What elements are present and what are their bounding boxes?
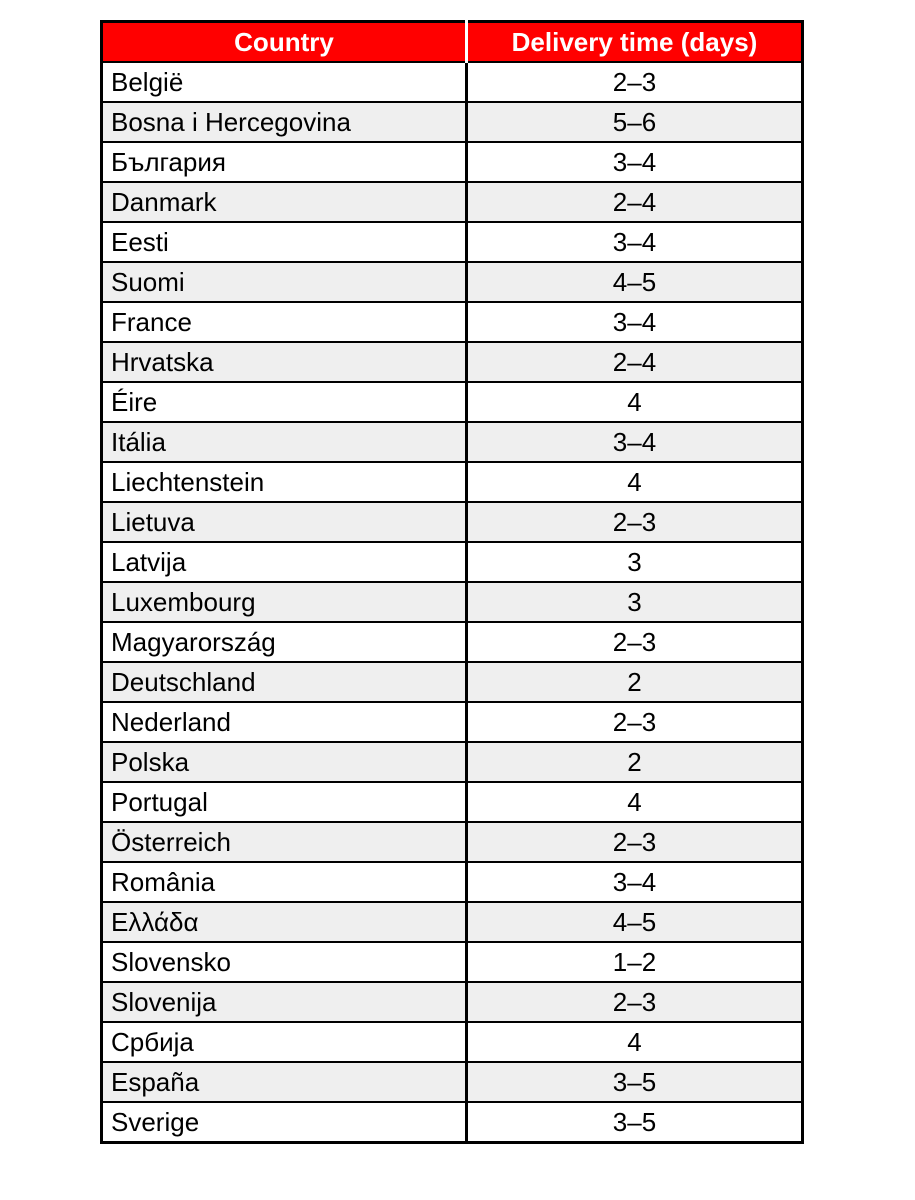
table-row	[102, 382, 803, 422]
delivery-days-cell: 3–4	[467, 302, 803, 342]
table-body	[102, 62, 803, 1143]
table-row	[102, 182, 803, 222]
table-row	[102, 1062, 803, 1102]
country-cell: Ελλάδα	[102, 902, 467, 942]
table-row	[102, 1022, 803, 1062]
country-cell: Latvija	[102, 542, 467, 582]
table-row	[102, 422, 803, 462]
delivery-days-cell: 4–5	[467, 902, 803, 942]
table-row	[102, 982, 803, 1022]
delivery-days-cell: 4	[467, 382, 803, 422]
delivery-days-cell: 2–3	[467, 622, 803, 662]
delivery-days-cell: 2–3	[467, 502, 803, 542]
table-row	[102, 902, 803, 942]
delivery-days-cell: 3–4	[467, 422, 803, 462]
delivery-days-cell: 4–5	[467, 262, 803, 302]
delivery-days-cell: 2–4	[467, 342, 803, 382]
country-cell: Itália	[102, 422, 467, 462]
delivery-days-cell: 2–3	[467, 702, 803, 742]
country-cell: Éire	[102, 382, 467, 422]
delivery-days-cell: 2	[467, 742, 803, 782]
country-cell: Nederland	[102, 702, 467, 742]
table-row	[102, 662, 803, 702]
country-cell: Suomi	[102, 262, 467, 302]
country-cell: Slovensko	[102, 942, 467, 982]
country-cell: Liechtenstein	[102, 462, 467, 502]
table-row	[102, 262, 803, 302]
table-row	[102, 62, 803, 102]
country-cell: Slovenija	[102, 982, 467, 1022]
delivery-days-cell: 3	[467, 542, 803, 582]
delivery-time-column-header: Delivery time (days)	[467, 22, 803, 63]
table-row	[102, 942, 803, 982]
delivery-days-cell: 2	[467, 662, 803, 702]
country-cell: Polska	[102, 742, 467, 782]
table-row	[102, 822, 803, 862]
delivery-days-cell: 2–3	[467, 62, 803, 102]
country-cell: България	[102, 142, 467, 182]
country-cell: România	[102, 862, 467, 902]
table-row	[102, 782, 803, 822]
country-cell: France	[102, 302, 467, 342]
table-row	[102, 222, 803, 262]
country-cell: Lietuva	[102, 502, 467, 542]
delivery-days-cell: 3–4	[467, 142, 803, 182]
table-row	[102, 462, 803, 502]
table-row	[102, 302, 803, 342]
country-cell: Österreich	[102, 822, 467, 862]
country-cell: España	[102, 1062, 467, 1102]
table-row	[102, 622, 803, 662]
delivery-time-table	[100, 20, 804, 1144]
delivery-days-cell: 2–3	[467, 822, 803, 862]
country-cell: Eesti	[102, 222, 467, 262]
country-cell: Portugal	[102, 782, 467, 822]
table-row	[102, 1102, 803, 1143]
table-row	[102, 542, 803, 582]
country-cell: Hrvatska	[102, 342, 467, 382]
delivery-days-cell: 4	[467, 462, 803, 502]
country-cell: Sverige	[102, 1102, 467, 1143]
delivery-days-cell: 5–6	[467, 102, 803, 142]
table-row	[102, 742, 803, 782]
country-cell: Deutschland	[102, 662, 467, 702]
delivery-days-cell: 3–5	[467, 1062, 803, 1102]
table-row	[102, 102, 803, 142]
delivery-days-cell: 3–4	[467, 222, 803, 262]
table-row	[102, 582, 803, 622]
country-cell: Србија	[102, 1022, 467, 1062]
delivery-days-cell: 4	[467, 782, 803, 822]
country-cell: Bosna i Hercegovina	[102, 102, 467, 142]
delivery-days-cell: 3	[467, 582, 803, 622]
country-cell: Luxembourg	[102, 582, 467, 622]
table-row	[102, 702, 803, 742]
table-row	[102, 502, 803, 542]
country-column-header: Country	[102, 22, 467, 63]
delivery-days-cell: 2–3	[467, 982, 803, 1022]
table-row	[102, 142, 803, 182]
country-cell: Danmark	[102, 182, 467, 222]
table-row	[102, 342, 803, 382]
delivery-days-cell: 1–2	[467, 942, 803, 982]
delivery-days-cell: 4	[467, 1022, 803, 1062]
country-cell: België	[102, 62, 467, 102]
country-cell: Magyarország	[102, 622, 467, 662]
table-header-row	[102, 22, 803, 63]
table-row	[102, 862, 803, 902]
delivery-days-cell: 2–4	[467, 182, 803, 222]
delivery-days-cell: 3–5	[467, 1102, 803, 1143]
delivery-days-cell: 3–4	[467, 862, 803, 902]
